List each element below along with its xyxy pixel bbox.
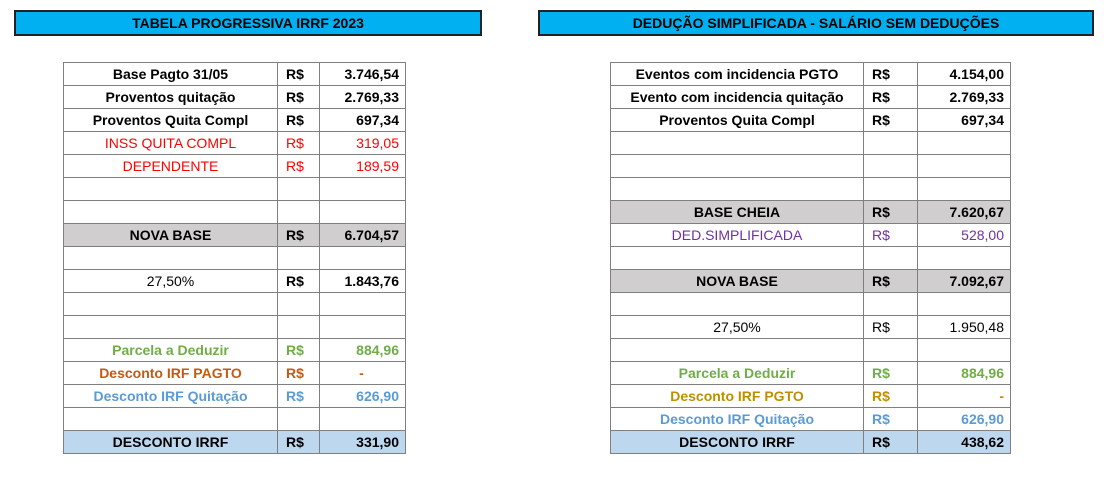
table-row	[611, 63, 1011, 86]
table-row	[64, 155, 406, 178]
row-label	[611, 178, 864, 201]
row-label: DEPENDENTE	[64, 155, 278, 178]
table-row-base-cheia	[611, 201, 1011, 224]
row-currency: R$	[864, 385, 918, 408]
row-value: 6.704,57	[320, 224, 406, 247]
table-row-empty	[64, 408, 406, 431]
table-row-empty	[64, 178, 406, 201]
row-currency: R$	[864, 316, 918, 339]
row-currency: R$	[278, 63, 320, 86]
row-currency: R$	[864, 63, 918, 86]
row-value: 626,90	[320, 385, 406, 408]
table-row	[611, 385, 1011, 408]
table-row	[611, 224, 1011, 247]
row-label	[64, 293, 278, 316]
row-currency	[864, 155, 918, 178]
row-currency: R$	[278, 155, 320, 178]
row-currency: R$	[278, 109, 320, 132]
row-currency: R$	[278, 86, 320, 109]
row-label: Parcela a Deduzir	[64, 339, 278, 362]
row-currency: R$	[278, 339, 320, 362]
row-value: 884,96	[320, 339, 406, 362]
table-row	[64, 132, 406, 155]
row-label	[611, 247, 864, 270]
row-value: 7.620,67	[918, 201, 1011, 224]
row-currency: R$	[864, 109, 918, 132]
table-row-nova-base	[64, 224, 406, 247]
table-row-empty	[611, 293, 1011, 316]
table-row-rate	[611, 316, 1011, 339]
row-currency: R$	[864, 86, 918, 109]
table-row-rate	[64, 270, 406, 293]
row-value	[320, 316, 406, 339]
row-currency: R$	[278, 362, 320, 385]
row-label: Desconto IRF PGTO	[611, 385, 864, 408]
table-row-empty	[64, 247, 406, 270]
row-value: 528,00	[918, 224, 1011, 247]
row-currency	[278, 293, 320, 316]
row-currency: R$	[864, 362, 918, 385]
row-label: Evento com incidencia quitação	[611, 86, 864, 109]
table-row-nova-base	[611, 270, 1011, 293]
row-value: 697,34	[918, 109, 1011, 132]
table-row-total	[611, 431, 1011, 454]
row-value: 2.769,33	[320, 86, 406, 109]
row-label: INSS QUITA COMPL	[64, 132, 278, 155]
row-label: Proventos Quita Compl	[611, 109, 864, 132]
row-label	[64, 316, 278, 339]
row-currency	[278, 178, 320, 201]
row-label: Eventos com incidencia PGTO	[611, 63, 864, 86]
row-value: 1.950,48	[918, 316, 1011, 339]
row-label: DESCONTO IRRF	[611, 431, 864, 454]
row-label: Base Pagto 31/05	[64, 63, 278, 86]
table-row-empty	[64, 316, 406, 339]
row-currency	[864, 247, 918, 270]
row-currency	[864, 293, 918, 316]
row-value: 438,62	[918, 431, 1011, 454]
row-label: 27,50%	[64, 270, 278, 293]
row-currency: R$	[278, 431, 320, 454]
row-label	[611, 293, 864, 316]
table-row	[64, 339, 406, 362]
row-value: 7.092,67	[918, 270, 1011, 293]
row-value: -	[320, 362, 406, 385]
left-irrf-table	[63, 62, 406, 454]
row-value: 626,90	[918, 408, 1011, 431]
table-row-total	[64, 431, 406, 454]
row-value	[918, 293, 1011, 316]
table-row-empty	[611, 247, 1011, 270]
row-currency	[278, 316, 320, 339]
right-table-title: DEDUÇÃO SIMPLIFICADA - SALÁRIO SEM DEDUÇÕES	[538, 10, 1094, 36]
row-value: 2.769,33	[918, 86, 1011, 109]
row-label: Desconto IRF Quitação	[611, 408, 864, 431]
row-currency	[864, 132, 918, 155]
table-row	[611, 408, 1011, 431]
row-value: 4.154,00	[918, 63, 1011, 86]
row-label	[611, 132, 864, 155]
row-currency	[278, 201, 320, 224]
row-value: 189,59	[320, 155, 406, 178]
row-currency	[278, 247, 320, 270]
row-value: 319,05	[320, 132, 406, 155]
row-value: 1.843,76	[320, 270, 406, 293]
table-row	[64, 86, 406, 109]
row-label	[64, 201, 278, 224]
table-row	[611, 86, 1011, 109]
row-label: Desconto IRF PAGTO	[64, 362, 278, 385]
row-value	[918, 247, 1011, 270]
row-value	[918, 178, 1011, 201]
row-value: 697,34	[320, 109, 406, 132]
row-label: Parcela a Deduzir	[611, 362, 864, 385]
row-value	[918, 339, 1011, 362]
table-row-empty	[64, 293, 406, 316]
row-label: NOVA BASE	[611, 270, 864, 293]
row-value	[320, 178, 406, 201]
row-label	[64, 178, 278, 201]
table-row-empty	[611, 339, 1011, 362]
row-currency: R$	[278, 132, 320, 155]
table-row	[64, 109, 406, 132]
table-row-empty	[611, 155, 1011, 178]
row-value: -	[918, 385, 1011, 408]
row-value	[918, 155, 1011, 178]
row-value	[320, 408, 406, 431]
row-currency	[278, 408, 320, 431]
row-value: 3.746,54	[320, 63, 406, 86]
row-label: Proventos quitação	[64, 86, 278, 109]
row-label: NOVA BASE	[64, 224, 278, 247]
row-label: DESCONTO IRRF	[64, 431, 278, 454]
table-row	[611, 109, 1011, 132]
row-currency: R$	[864, 408, 918, 431]
row-currency: R$	[278, 385, 320, 408]
row-value	[320, 293, 406, 316]
row-currency: R$	[278, 224, 320, 247]
row-currency: R$	[864, 224, 918, 247]
table-row-empty	[611, 178, 1011, 201]
table-row	[64, 63, 406, 86]
row-value	[320, 247, 406, 270]
right-simplified-table	[610, 62, 1011, 454]
table-row-empty	[611, 132, 1011, 155]
row-label	[64, 408, 278, 431]
row-currency: R$	[864, 270, 918, 293]
row-label: BASE CHEIA	[611, 201, 864, 224]
row-label	[611, 155, 864, 178]
row-value	[918, 132, 1011, 155]
table-row	[64, 385, 406, 408]
row-label	[64, 247, 278, 270]
row-currency: R$	[864, 201, 918, 224]
row-value: 884,96	[918, 362, 1011, 385]
row-label: 27,50%	[611, 316, 864, 339]
row-label: Proventos Quita Compl	[64, 109, 278, 132]
row-label: Desconto IRF Quitação	[64, 385, 278, 408]
row-currency: R$	[278, 270, 320, 293]
table-row-empty	[64, 201, 406, 224]
row-label: DED.SIMPLIFICADA	[611, 224, 864, 247]
row-value: 331,90	[320, 431, 406, 454]
row-currency	[864, 339, 918, 362]
table-row	[611, 362, 1011, 385]
table-row	[64, 362, 406, 385]
left-table-title: TABELA PROGRESSIVA IRRF 2023	[14, 10, 482, 36]
row-value	[320, 201, 406, 224]
row-label	[611, 339, 864, 362]
row-currency: R$	[864, 431, 918, 454]
row-currency	[864, 178, 918, 201]
